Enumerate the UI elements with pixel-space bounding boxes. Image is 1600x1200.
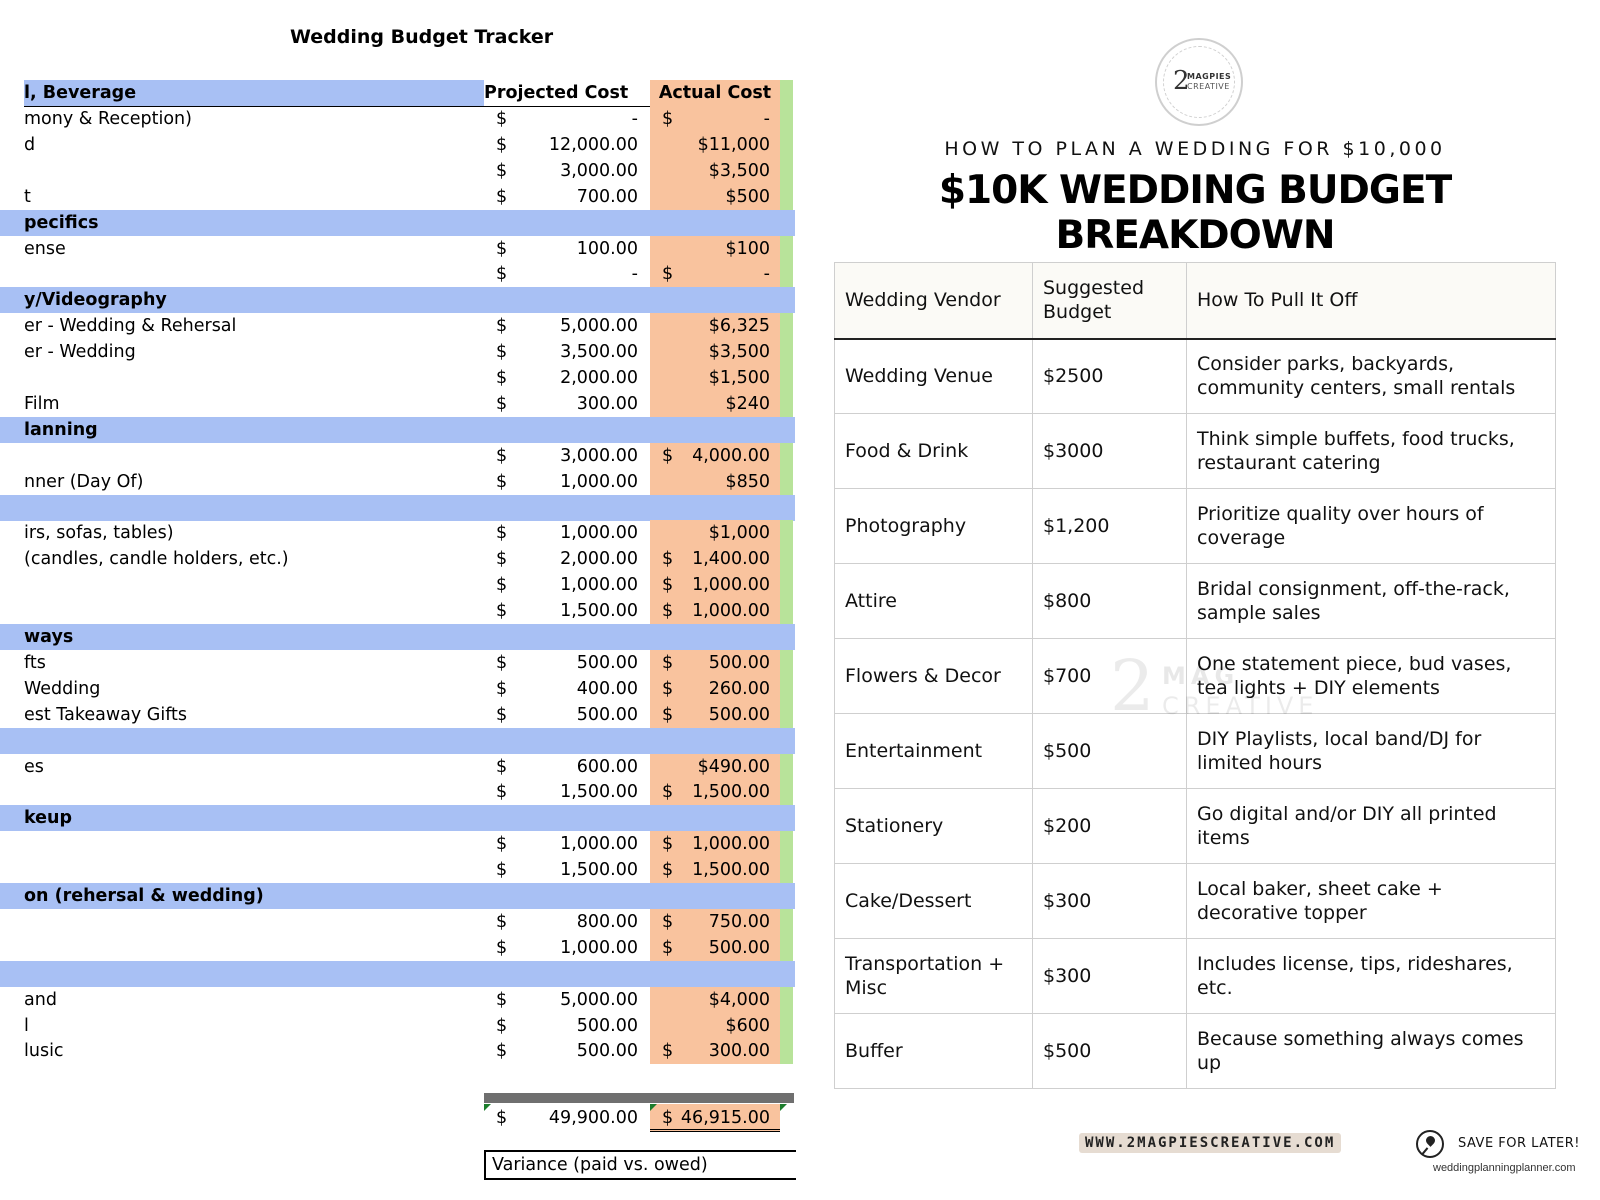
budget-cell: $500: [1033, 1014, 1187, 1089]
table-row: [0, 520, 795, 546]
website-link[interactable]: WWW.2MAGPIESCREATIVE.COM: [1079, 1133, 1341, 1153]
projected-cost-header: Projected Cost: [484, 83, 629, 103]
table-row: [0, 339, 795, 365]
projected-cost-value: 1,500.00: [560, 601, 638, 622]
actual-cost-header: Actual Cost: [658, 83, 772, 103]
table-row: [0, 313, 795, 339]
cell-marker-icon: [780, 1104, 787, 1111]
projected-cost-value: 3,000.00: [560, 445, 638, 466]
column-header-tip: How To Pull It Off: [1187, 263, 1556, 339]
actual-dollar-sign: $: [662, 549, 674, 570]
green-column-strip: [780, 909, 793, 935]
table-row: [0, 857, 795, 883]
actual-cost-value: 4,000.00: [692, 445, 770, 466]
section-label: y/Videography: [24, 290, 167, 311]
budget-cell: $200: [1033, 789, 1187, 864]
actual-dollar-sign: $: [662, 264, 674, 285]
vendor-cell: Food & Drink: [835, 414, 1033, 489]
infographic-title: $10K WEDDING BUDGET BREAKDOWN: [938, 168, 1452, 258]
tip-cell: Think simple buffets, food trucks, restaurant catering: [1187, 414, 1556, 489]
projected-dollar-sign: $: [496, 238, 508, 259]
total-projected-dollar: $: [496, 1108, 508, 1128]
table-row: [835, 789, 1556, 864]
vendor-cell: Buffer: [835, 1014, 1033, 1089]
item-label: t: [24, 186, 31, 207]
table-row: [0, 546, 795, 572]
table-row: [0, 779, 795, 805]
projected-cost-value: 100.00: [576, 238, 638, 259]
budget-cell: $500: [1033, 714, 1187, 789]
section-label: [24, 495, 484, 521]
actual-cost-value: $600: [725, 1015, 770, 1036]
projected-dollar-sign: $: [496, 937, 508, 958]
actual-cost-value: 300.00: [708, 1041, 770, 1062]
table-row: [0, 1038, 795, 1064]
tip-cell: Bridal consignment, off-the-rack, sample sales: [1187, 564, 1556, 639]
projected-cost-value: 600.00: [576, 756, 638, 777]
table-row: [835, 339, 1556, 414]
section-header-row: [0, 805, 795, 831]
item-label: [24, 158, 484, 184]
projected-cost-value: 500.00: [576, 1041, 638, 1062]
green-column-strip: [780, 313, 793, 339]
vendor-cell: Entertainment: [835, 714, 1033, 789]
actual-dollar-sign: $: [662, 575, 674, 596]
item-label: fts: [24, 652, 46, 673]
table-row: [0, 935, 795, 961]
green-column-strip: [780, 365, 793, 391]
vendor-cell: Stationery: [835, 789, 1033, 864]
item-label: [24, 443, 484, 469]
table-row: [0, 572, 795, 598]
table-row: [0, 909, 795, 935]
table-row: [0, 106, 795, 132]
projected-dollar-sign: $: [496, 445, 508, 466]
column-header-budget: Suggested Budget: [1033, 263, 1187, 339]
item-label: er - Wedding & Rehersal: [24, 316, 237, 337]
actual-cost-value: $4,000: [708, 989, 770, 1010]
projected-dollar-sign: $: [496, 393, 508, 414]
actual-cost-value: $11,000: [697, 134, 770, 155]
total-projected-value: 49,900.00: [548, 1108, 638, 1128]
column-header-vendor: Wedding Vendor: [835, 263, 1033, 339]
projected-cost-value: 1,000.00: [560, 471, 638, 492]
projected-cost-value: 1,000.00: [560, 575, 638, 596]
table-row: [0, 650, 795, 676]
actual-cost-value: $240: [725, 393, 770, 414]
green-column-strip: [780, 857, 793, 883]
projected-dollar-sign: $: [496, 186, 508, 207]
item-label: lusic: [24, 1041, 64, 1062]
projected-dollar-sign: $: [496, 523, 508, 544]
actual-cost-value: $1,500: [708, 368, 770, 388]
item-label: l: [24, 1015, 29, 1036]
section-header-row: [0, 210, 795, 236]
projected-cost-value: 1,500.00: [560, 860, 638, 881]
green-column-strip: [780, 158, 793, 184]
tip-cell: Consider parks, backyards, community centers, small rentals: [1187, 339, 1556, 414]
watermark-line1: MAG: [1162, 662, 1240, 690]
actual-cost-fill: [650, 495, 780, 521]
actual-cost-value: 500.00: [708, 704, 770, 725]
actual-cost-fill: [650, 417, 780, 443]
watermark-numeral: 2: [1110, 645, 1155, 727]
projected-cost-value: 12,000.00: [548, 134, 638, 155]
actual-cost-fill: [650, 210, 780, 236]
item-label: [24, 779, 484, 805]
actual-cost-value: $3,500: [708, 160, 770, 181]
table-row: [835, 1014, 1556, 1089]
green-column-strip: [780, 676, 793, 702]
green-column-strip: [780, 80, 793, 106]
projected-cost-value: 400.00: [576, 678, 638, 699]
actual-cost-fill: [650, 624, 780, 650]
item-label: [24, 261, 484, 287]
actual-cost-value: 1,000.00: [692, 601, 770, 622]
section-label: lanning: [24, 419, 98, 440]
table-row: [0, 261, 795, 287]
budget-cell: $300: [1033, 864, 1187, 939]
green-column-strip: [780, 132, 793, 158]
table-row: [835, 489, 1556, 564]
green-column-strip: [780, 961, 793, 987]
projected-dollar-sign: $: [496, 601, 508, 622]
tip-cell: Go digital and/or DIY all printed items: [1187, 789, 1556, 864]
actual-dollar-sign: $: [662, 445, 674, 466]
table-row: [0, 391, 795, 417]
green-column-strip: [780, 650, 793, 676]
green-column-strip: [780, 779, 793, 805]
projected-dollar-sign: $: [496, 989, 508, 1010]
actual-dollar-sign: $: [662, 834, 674, 855]
green-column-strip: [780, 520, 793, 546]
cell-marker-icon: [484, 1104, 491, 1111]
projected-dollar-sign: $: [496, 264, 508, 285]
sheet-header-row: [0, 80, 795, 106]
projected-dollar-sign: $: [496, 652, 508, 673]
item-label: and: [24, 989, 57, 1010]
header-section-label: l, Beverage: [24, 80, 484, 106]
vendor-cell: Photography: [835, 489, 1033, 564]
item-label: Film: [24, 393, 60, 414]
item-label: [24, 598, 484, 624]
item-label: er - Wedding: [24, 342, 136, 363]
table-row: [0, 132, 795, 158]
green-column-strip: [780, 236, 793, 262]
vendor-cell: Flowers & Decor: [835, 639, 1033, 714]
item-label: nner (Day Of): [24, 471, 144, 492]
budget-cell: $1,200: [1033, 489, 1187, 564]
projected-cost-value: 1,000.00: [560, 523, 638, 544]
green-column-strip: [780, 754, 793, 780]
table-row: [0, 443, 795, 469]
actual-cost-value: $6,325: [708, 316, 770, 337]
actual-cost-value: $490.00: [697, 756, 770, 777]
section-header-row: [0, 417, 795, 443]
table-row: [0, 184, 795, 210]
actual-cost-value: 1,000.00: [692, 575, 770, 596]
table-row: [0, 469, 795, 495]
section-header-row: [0, 495, 795, 521]
projected-dollar-sign: $: [496, 549, 508, 570]
green-column-strip: [780, 184, 793, 210]
tip-cell: One statement piece, bud vases, tea lights + DIY elements: [1187, 639, 1556, 714]
item-label: mony & Reception): [24, 109, 192, 129]
projected-cost-value: 3,000.00: [560, 160, 638, 181]
item-label: [24, 935, 484, 961]
projected-cost-value: 800.00: [576, 911, 638, 932]
actual-cost-fill: [650, 883, 780, 909]
actual-cost-value: $3,500: [708, 342, 770, 363]
projected-dollar-sign: $: [496, 342, 508, 363]
actual-cost-fill: [650, 805, 780, 831]
sheet-total-row: [0, 1104, 795, 1132]
table-row: [0, 754, 795, 780]
projected-dollar-sign: $: [496, 368, 508, 388]
section-header-row: [0, 624, 795, 650]
table-row: [0, 987, 795, 1013]
item-label: [24, 831, 484, 857]
table-header-row: [835, 263, 1556, 339]
watermark-line2: CREATIVE: [1162, 692, 1319, 720]
green-column-strip: [780, 702, 793, 728]
vendor-cell: Transportation + Misc: [835, 939, 1033, 1014]
green-column-strip: [780, 287, 793, 313]
actual-dollar-sign: $: [662, 704, 674, 725]
section-header-row: [0, 883, 795, 909]
section-label: [24, 728, 484, 754]
green-column-strip: [780, 495, 793, 521]
actual-dollar-sign: $: [662, 678, 674, 699]
green-column-strip: [780, 391, 793, 417]
green-column-strip: [780, 598, 793, 624]
table-row: [835, 714, 1556, 789]
tip-cell: Includes license, tips, rideshares, etc.: [1187, 939, 1556, 1014]
item-label: ense: [24, 238, 66, 259]
infographic-subtitle: HOW TO PLAN A WEDDING FOR $10,000: [944, 138, 1446, 160]
section-label: on (rehersal & wedding): [24, 886, 264, 906]
projected-dollar-sign: $: [496, 1015, 508, 1036]
item-label: [24, 572, 484, 598]
item-label: est Takeaway Gifts: [24, 704, 188, 725]
projected-dollar-sign: $: [496, 911, 508, 932]
budget-cell: $2500: [1033, 339, 1187, 414]
actual-cost-fill: [650, 728, 780, 754]
section-header-row: [0, 961, 795, 987]
projected-dollar-sign: $: [496, 678, 508, 699]
pin-icon[interactable]: [1416, 1130, 1444, 1158]
actual-dollar-sign: $: [662, 782, 674, 803]
budget-cell: $800: [1033, 564, 1187, 639]
vendor-cell: Wedding Venue: [835, 339, 1033, 414]
projected-cost-value: 5,000.00: [560, 316, 638, 337]
table-row: [0, 831, 795, 857]
item-label: irs, sofas, tables): [24, 523, 174, 544]
actual-dollar-sign: $: [662, 860, 674, 881]
item-label: (candles, candle holders, etc.): [24, 549, 289, 570]
green-column-strip: [780, 261, 793, 287]
logo-text-line2: CREATIVE: [1187, 82, 1230, 91]
table-row: [0, 365, 795, 391]
green-column-strip: [780, 469, 793, 495]
projected-cost-value: 500.00: [576, 704, 638, 725]
projected-dollar-sign: $: [496, 109, 508, 129]
projected-dollar-sign: $: [496, 756, 508, 777]
table-row: [835, 564, 1556, 639]
source-credit: weddingplanningplanner.com: [1433, 1162, 1576, 1174]
projected-cost-value: 2,000.00: [560, 549, 638, 570]
item-label: Wedding: [24, 678, 101, 699]
table-row: [0, 676, 795, 702]
item-label: [24, 909, 484, 935]
green-column-strip: [780, 935, 793, 961]
table-row: [0, 1013, 795, 1039]
actual-dollar-sign: $: [662, 1041, 674, 1062]
variance-label-cell: Variance (paid vs. owed): [484, 1150, 796, 1180]
projected-dollar-sign: $: [496, 471, 508, 492]
projected-cost-value: 500.00: [576, 652, 638, 673]
actual-dollar-sign: $: [662, 652, 674, 673]
table-row: [0, 598, 795, 624]
projected-dollar-sign: $: [496, 834, 508, 855]
actual-cost-value: $1,000: [708, 523, 770, 544]
section-header-row: [0, 728, 795, 754]
green-column-strip: [780, 987, 793, 1013]
budget-cell: $3000: [1033, 414, 1187, 489]
green-column-strip: [780, 831, 793, 857]
actual-dollar-sign: $: [662, 937, 674, 958]
actual-cost-value: $850: [725, 471, 770, 492]
tip-cell: DIY Playlists, local band/DJ for limited hours: [1187, 714, 1556, 789]
total-separator-bar: [484, 1093, 794, 1103]
section-label: [24, 961, 484, 987]
projected-dollar-sign: $: [496, 134, 508, 155]
table-row: [0, 236, 795, 262]
projected-cost-value: 300.00: [576, 393, 638, 414]
projected-cost-value: 500.00: [576, 1015, 638, 1036]
actual-dollar-sign: $: [662, 109, 674, 129]
item-label: [24, 857, 484, 883]
vendor-cell: Attire: [835, 564, 1033, 639]
projected-cost-value: 2,000.00: [560, 368, 638, 388]
actual-cost-fill: [650, 287, 780, 313]
total-actual-value: 46,915.00: [680, 1108, 770, 1128]
green-column-strip: [780, 624, 793, 650]
brand-logo: [1155, 38, 1243, 126]
logo-numeral: 2: [1173, 66, 1190, 96]
actual-cost-value: 1,400.00: [692, 549, 770, 570]
green-column-strip: [780, 572, 793, 598]
actual-cost-value: 500.00: [708, 652, 770, 673]
projected-dollar-sign: $: [496, 575, 508, 596]
projected-cost-value: 700.00: [576, 186, 638, 207]
actual-cost-value: 1,000.00: [692, 834, 770, 855]
green-column-strip: [780, 728, 793, 754]
table-row: [0, 158, 795, 184]
actual-cost-value: 1,500.00: [692, 860, 770, 881]
projected-cost-value: 3,500.00: [560, 342, 638, 363]
green-column-strip: [780, 1038, 793, 1064]
budget-infographic: [810, 0, 1600, 1200]
projected-dollar-sign: $: [496, 160, 508, 181]
projected-cost-value: 1,500.00: [560, 782, 638, 803]
green-column-strip: [780, 883, 793, 909]
actual-dollar-sign: $: [662, 911, 674, 932]
actual-cost-value: -: [763, 264, 770, 285]
actual-cost-value: $500: [725, 186, 770, 207]
table-row: [835, 414, 1556, 489]
budget-cell: $300: [1033, 939, 1187, 1014]
table-row: [0, 702, 795, 728]
projected-dollar-sign: $: [496, 1041, 508, 1062]
logo-text-line1: MAGPIES: [1187, 72, 1232, 81]
green-column-strip: [780, 417, 793, 443]
table-row: [835, 864, 1556, 939]
projected-cost-value: -: [631, 264, 638, 285]
projected-cost-value: 1,000.00: [560, 937, 638, 958]
actual-cost-fill: [650, 961, 780, 987]
vendor-cell: Cake/Dessert: [835, 864, 1033, 939]
green-column-strip: [780, 210, 793, 236]
green-column-strip: [780, 805, 793, 831]
section-label: ways: [24, 627, 74, 647]
green-column-strip: [780, 106, 793, 132]
sheet-title: Wedding Budget Tracker: [290, 26, 554, 48]
tip-cell: Because something always comes up: [1187, 1014, 1556, 1089]
projected-dollar-sign: $: [496, 704, 508, 725]
section-label: pecifics: [24, 212, 99, 233]
section-header-row: [0, 287, 795, 313]
actual-cost-value: 500.00: [708, 937, 770, 958]
total-actual-dollar: $: [662, 1108, 674, 1128]
projected-dollar-sign: $: [496, 782, 508, 803]
actual-cost-value: -: [763, 109, 770, 129]
actual-cost-value: 260.00: [708, 678, 770, 699]
projected-cost-value: -: [631, 109, 638, 129]
green-column-strip: [780, 339, 793, 365]
section-label: keup: [24, 808, 73, 829]
table-row: [835, 939, 1556, 1014]
green-column-strip: [780, 1013, 793, 1039]
item-label: d: [24, 134, 36, 155]
actual-cost-value: 750.00: [708, 911, 770, 932]
save-for-later-label[interactable]: SAVE FOR LATER!: [1458, 1136, 1580, 1151]
actual-cost-value: 1,500.00: [692, 782, 770, 803]
cell-marker-icon: [650, 1104, 657, 1111]
projected-cost-value: 1,000.00: [560, 834, 638, 855]
projected-dollar-sign: $: [496, 316, 508, 337]
item-label: es: [24, 756, 44, 777]
green-column-strip: [780, 443, 793, 469]
budget-cell: $700: [1033, 639, 1187, 714]
item-label: [24, 365, 484, 391]
tip-cell: Prioritize quality over hours of coverage: [1187, 489, 1556, 564]
projected-cost-value: 5,000.00: [560, 989, 638, 1010]
projected-dollar-sign: $: [496, 860, 508, 881]
tip-cell: Local baker, sheet cake + decorative topper: [1187, 864, 1556, 939]
green-column-strip: [780, 546, 793, 572]
actual-dollar-sign: $: [662, 601, 674, 622]
actual-cost-value: $100: [725, 238, 770, 259]
